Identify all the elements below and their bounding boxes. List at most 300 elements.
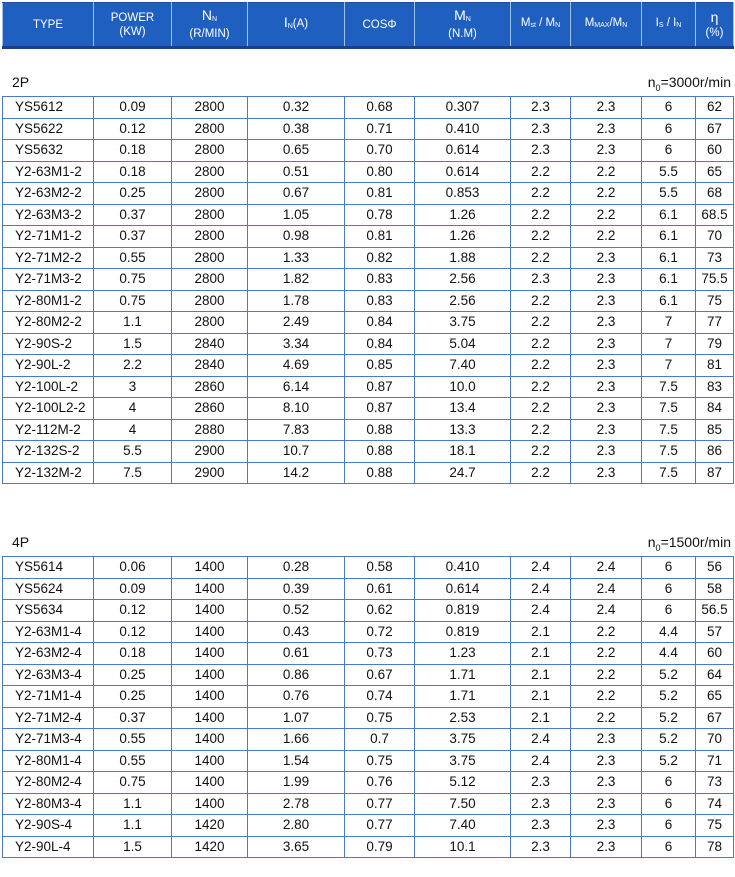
spec-value-cell: 0.75 bbox=[94, 772, 172, 794]
spec-value-cell: 0.18 bbox=[94, 161, 172, 183]
spec-value-cell: 10.0 bbox=[415, 376, 511, 398]
spec-value-cell: 7.5 bbox=[94, 462, 172, 484]
spec-value-cell: 64 bbox=[696, 664, 734, 686]
spec-value-cell: 2.1 bbox=[511, 707, 571, 729]
spec-value-cell: 1.1 bbox=[94, 793, 172, 815]
spec-value-cell: 2800 bbox=[172, 204, 248, 226]
spec-value-cell: 2.2 bbox=[511, 226, 571, 248]
spec-value-cell: 2.3 bbox=[571, 398, 642, 420]
spec-value-cell: 77 bbox=[696, 312, 734, 334]
spec-value-cell: 75 bbox=[696, 290, 734, 312]
spec-value-cell: 75 bbox=[696, 815, 734, 837]
spec-value-cell: 1400 bbox=[172, 750, 248, 772]
spec-table-header bbox=[2, 2, 734, 49]
spec-value-cell: 7.40 bbox=[415, 355, 511, 377]
spec-value-cell: 2.2 bbox=[511, 398, 571, 420]
motor-type-cell: Y2-63M1-2 bbox=[3, 161, 94, 183]
spec-value-cell: 2.3 bbox=[571, 333, 642, 355]
spec-value-cell: 2.3 bbox=[571, 772, 642, 794]
motor-type-cell: YS5614 bbox=[3, 557, 94, 579]
spec-value-cell: 2.3 bbox=[571, 247, 642, 269]
table-row bbox=[3, 247, 734, 269]
spec-value-cell: 2800 bbox=[172, 247, 248, 269]
col-starting-current-ratio: $I_S / I_N$ bbox=[642, 3, 696, 48]
spec-value-cell: 1400 bbox=[172, 664, 248, 686]
spec-value-cell: 2.4 bbox=[571, 600, 642, 622]
spec-value-cell: 2.3 bbox=[511, 118, 571, 140]
section-4p-label: 4P bbox=[12, 534, 30, 550]
motor-type-cell: Y2-132S-2 bbox=[3, 441, 94, 463]
col-efficiency: η (%) bbox=[696, 3, 734, 48]
spec-value-cell: 2.3 bbox=[511, 97, 571, 119]
spec-value-cell: 0.25 bbox=[94, 686, 172, 708]
spec-value-cell: 24.7 bbox=[415, 462, 511, 484]
spec-value-cell: 1400 bbox=[172, 686, 248, 708]
spec-value-cell: 2.3 bbox=[511, 140, 571, 162]
spec-value-cell: 2.3 bbox=[511, 772, 571, 794]
spec-value-cell: 2.3 bbox=[571, 269, 642, 291]
spec-value-cell: 18.1 bbox=[415, 441, 511, 463]
spec-value-cell: 65 bbox=[696, 161, 734, 183]
spec-value-cell: 5.5 bbox=[642, 161, 696, 183]
spec-value-cell: 0.25 bbox=[94, 664, 172, 686]
spec-value-cell: 1400 bbox=[172, 621, 248, 643]
spec-value-cell: 3.34 bbox=[248, 333, 345, 355]
spec-value-cell: 2800 bbox=[172, 118, 248, 140]
spec-value-cell: 0.87 bbox=[345, 398, 415, 420]
spec-value-cell: 2.56 bbox=[415, 290, 511, 312]
spec-value-cell: 1.66 bbox=[248, 729, 345, 751]
spec-value-cell: 5.5 bbox=[642, 183, 696, 205]
spec-value-cell: 13.3 bbox=[415, 419, 511, 441]
table-row bbox=[3, 772, 734, 794]
table-row bbox=[3, 290, 734, 312]
spec-value-cell: 0.76 bbox=[345, 772, 415, 794]
spec-value-cell: 2860 bbox=[172, 376, 248, 398]
table-row bbox=[3, 815, 734, 837]
spec-value-cell: 5.2 bbox=[642, 686, 696, 708]
table-row bbox=[3, 462, 734, 484]
spec-value-cell: 0.52 bbox=[248, 600, 345, 622]
spec-value-cell: 2.2 bbox=[571, 643, 642, 665]
spec-value-cell: 2.2 bbox=[571, 686, 642, 708]
spec-value-cell: 3.75 bbox=[415, 750, 511, 772]
spec-value-cell: 1.23 bbox=[415, 643, 511, 665]
motor-type-cell: Y2-100L-2 bbox=[3, 376, 94, 398]
spec-value-cell: 6 bbox=[642, 772, 696, 794]
spec-value-cell: 1400 bbox=[172, 729, 248, 751]
spec-value-cell: 2.56 bbox=[415, 269, 511, 291]
table-row bbox=[3, 97, 734, 119]
spec-value-cell: 7.83 bbox=[248, 419, 345, 441]
motor-type-cell: Y2-80M1-2 bbox=[3, 290, 94, 312]
spec-value-cell: 0.71 bbox=[345, 118, 415, 140]
spec-value-cell: 7.5 bbox=[642, 376, 696, 398]
spec-value-cell: 2800 bbox=[172, 183, 248, 205]
spec-value-cell: 7.5 bbox=[642, 441, 696, 463]
table-row bbox=[3, 269, 734, 291]
spec-value-cell: 0.78 bbox=[345, 204, 415, 226]
spec-value-cell: 0.98 bbox=[248, 226, 345, 248]
spec-value-cell: 7 bbox=[642, 312, 696, 334]
table-row bbox=[3, 557, 734, 579]
motor-type-cell: Y2-63M2-4 bbox=[3, 643, 94, 665]
spec-value-cell: 6 bbox=[642, 793, 696, 815]
spec-value-cell: 6.14 bbox=[248, 376, 345, 398]
motor-type-cell: YS5624 bbox=[3, 578, 94, 600]
motor-type-cell: Y2-132M-2 bbox=[3, 462, 94, 484]
spec-value-cell: 2.2 bbox=[511, 183, 571, 205]
spec-value-cell: 2.3 bbox=[571, 312, 642, 334]
spec-value-cell: 84 bbox=[696, 398, 734, 420]
spec-value-cell: 2.2 bbox=[571, 664, 642, 686]
spec-value-cell: 6 bbox=[642, 578, 696, 600]
spec-value-cell: 0.86 bbox=[248, 664, 345, 686]
spec-value-cell: 7.5 bbox=[642, 419, 696, 441]
spec-value-cell: 6 bbox=[642, 97, 696, 119]
spec-value-cell: 1.5 bbox=[94, 333, 172, 355]
spec-value-cell: 0.81 bbox=[345, 226, 415, 248]
spec-value-cell: 2.2 bbox=[571, 161, 642, 183]
table-row bbox=[3, 664, 734, 686]
spec-value-cell: 2.2 bbox=[571, 707, 642, 729]
motor-type-cell: Y2-63M1-4 bbox=[3, 621, 94, 643]
motor-type-cell: Y2-90L-4 bbox=[3, 836, 94, 858]
table-row bbox=[3, 204, 734, 226]
spec-value-cell: 2.3 bbox=[571, 376, 642, 398]
spec-value-cell: 1.82 bbox=[248, 269, 345, 291]
col-starting-torque-ratio: $M_{st} / M_N$ bbox=[511, 3, 571, 48]
spec-value-cell: 1.78 bbox=[248, 290, 345, 312]
spec-value-cell: 5.12 bbox=[415, 772, 511, 794]
spec-value-cell: 1400 bbox=[172, 707, 248, 729]
spec-value-cell: 0.70 bbox=[345, 140, 415, 162]
section-2p-speed: $n_0=3000r/\min$ bbox=[647, 74, 731, 93]
motor-type-cell: Y2-100L2-2 bbox=[3, 398, 94, 420]
spec-value-cell: 2.4 bbox=[511, 729, 571, 751]
motor-type-cell: Y2-71M3-2 bbox=[3, 269, 94, 291]
motor-type-cell: Y2-71M2-4 bbox=[3, 707, 94, 729]
spec-value-cell: 6.1 bbox=[642, 269, 696, 291]
spec-value-cell: 0.79 bbox=[345, 836, 415, 858]
spec-value-cell: 2.4 bbox=[511, 578, 571, 600]
spec-value-cell: 1.5 bbox=[94, 836, 172, 858]
spec-value-cell: 73 bbox=[696, 247, 734, 269]
spec-value-cell: 0.75 bbox=[94, 269, 172, 291]
motor-type-cell: Y2-63M3-2 bbox=[3, 204, 94, 226]
spec-value-cell: 14.2 bbox=[248, 462, 345, 484]
spec-value-cell: 0.09 bbox=[94, 578, 172, 600]
spec-value-cell: 6.1 bbox=[642, 247, 696, 269]
table-row bbox=[3, 643, 734, 665]
spec-value-cell: 2.3 bbox=[571, 419, 642, 441]
section-4p-speed: $n_0=1500r/\min$ bbox=[647, 534, 731, 553]
spec-value-cell: 2880 bbox=[172, 419, 248, 441]
spec-value-cell: 2.4 bbox=[511, 600, 571, 622]
spec-value-cell: 0.12 bbox=[94, 600, 172, 622]
spec-value-cell: 2.78 bbox=[248, 793, 345, 815]
table-row bbox=[3, 312, 734, 334]
spec-value-cell: 0.88 bbox=[345, 462, 415, 484]
spec-value-cell: 5.2 bbox=[642, 664, 696, 686]
spec-value-cell: 2.2 bbox=[511, 204, 571, 226]
spec-value-cell: 56.5 bbox=[696, 600, 734, 622]
section-2p-label: 2P bbox=[12, 74, 30, 90]
spec-value-cell: 1.88 bbox=[415, 247, 511, 269]
spec-value-cell: 75.5 bbox=[696, 269, 734, 291]
spec-value-cell: 0.55 bbox=[94, 247, 172, 269]
col-max-torque-ratio: $M_{MAX}/M_N$ bbox=[571, 3, 642, 48]
col-power-factor: COSΦ bbox=[345, 3, 415, 48]
spec-value-cell: 2900 bbox=[172, 441, 248, 463]
spec-value-cell: 65 bbox=[696, 686, 734, 708]
motor-type-cell: Y2-71M2-2 bbox=[3, 247, 94, 269]
spec-value-cell: 6.1 bbox=[642, 290, 696, 312]
spec-value-cell: 2.2 bbox=[571, 183, 642, 205]
spec-value-cell: 0.75 bbox=[94, 290, 172, 312]
spec-value-cell: 70 bbox=[696, 226, 734, 248]
spec-value-cell: 0.43 bbox=[248, 621, 345, 643]
spec-value-cell: 0.7 bbox=[345, 729, 415, 751]
spec-value-cell: 2840 bbox=[172, 333, 248, 355]
spec-value-cell: 1400 bbox=[172, 772, 248, 794]
spec-value-cell: 2860 bbox=[172, 398, 248, 420]
spec-value-cell: 13.4 bbox=[415, 398, 511, 420]
spec-value-cell: 2.2 bbox=[511, 462, 571, 484]
spec-value-cell: 1.26 bbox=[415, 226, 511, 248]
table-row bbox=[3, 183, 734, 205]
spec-value-cell: 0.12 bbox=[94, 621, 172, 643]
spec-value-cell: 0.85 bbox=[345, 355, 415, 377]
spec-value-cell: 2.3 bbox=[511, 793, 571, 815]
spec-value-cell: 6 bbox=[642, 557, 696, 579]
motor-type-cell: Y2-90L-2 bbox=[3, 355, 94, 377]
spec-value-cell: 87 bbox=[696, 462, 734, 484]
spec-value-cell: 4.4 bbox=[642, 643, 696, 665]
spec-value-cell: 2.1 bbox=[511, 621, 571, 643]
spec-value-cell: 2900 bbox=[172, 462, 248, 484]
motor-type-cell: Y2-80M3-4 bbox=[3, 793, 94, 815]
table-2p bbox=[2, 96, 734, 484]
motor-type-cell: Y2-90S-2 bbox=[3, 333, 94, 355]
spec-value-cell: 2.3 bbox=[571, 750, 642, 772]
spec-value-cell: 0.307 bbox=[415, 97, 511, 119]
spec-value-cell: 0.51 bbox=[248, 161, 345, 183]
spec-value-cell: 6.1 bbox=[642, 204, 696, 226]
spec-value-cell: 6 bbox=[642, 815, 696, 837]
spec-value-cell: 70 bbox=[696, 729, 734, 751]
motor-type-cell: Y2-80M2-4 bbox=[3, 772, 94, 794]
spec-value-cell: 2.2 bbox=[571, 621, 642, 643]
spec-value-cell: 60 bbox=[696, 643, 734, 665]
col-rated-current: $I_N(A)$ bbox=[248, 3, 345, 48]
spec-value-cell: 0.37 bbox=[94, 707, 172, 729]
spec-value-cell: 1.26 bbox=[415, 204, 511, 226]
spec-value-cell: 0.76 bbox=[248, 686, 345, 708]
spec-value-cell: 2.1 bbox=[511, 686, 571, 708]
spec-value-cell: 2.2 bbox=[511, 355, 571, 377]
spec-value-cell: 2.4 bbox=[571, 578, 642, 600]
spec-value-cell: 10.1 bbox=[415, 836, 511, 858]
spec-value-cell: 1420 bbox=[172, 836, 248, 858]
spec-value-cell: 2.2 bbox=[511, 247, 571, 269]
spec-value-cell: 0.410 bbox=[415, 118, 511, 140]
spec-value-cell: 5.04 bbox=[415, 333, 511, 355]
spec-value-cell: 56 bbox=[696, 557, 734, 579]
spec-value-cell: 0.25 bbox=[94, 183, 172, 205]
spec-value-cell: 0.68 bbox=[345, 97, 415, 119]
spec-value-cell: 68 bbox=[696, 183, 734, 205]
spec-value-cell: 2.3 bbox=[571, 729, 642, 751]
col-rated-torque: $M_N$ (N.M) bbox=[415, 3, 511, 48]
col-type: TYPE bbox=[3, 3, 94, 48]
spec-value-cell: 4 bbox=[94, 419, 172, 441]
spec-value-cell: 2800 bbox=[172, 97, 248, 119]
table-row bbox=[3, 333, 734, 355]
table-row bbox=[3, 836, 734, 858]
spec-value-cell: 83 bbox=[696, 376, 734, 398]
spec-value-cell: 0.84 bbox=[345, 333, 415, 355]
spec-value-cell: 2.3 bbox=[511, 836, 571, 858]
spec-value-cell: 6 bbox=[642, 600, 696, 622]
motor-type-cell: Y2-112M-2 bbox=[3, 419, 94, 441]
spec-value-cell: 2.1 bbox=[511, 643, 571, 665]
spec-value-cell: 5.2 bbox=[642, 707, 696, 729]
spec-value-cell: 0.18 bbox=[94, 643, 172, 665]
spec-value-cell: 0.77 bbox=[345, 815, 415, 837]
motor-type-cell: YS5634 bbox=[3, 600, 94, 622]
col-power: POWER (KW) bbox=[94, 3, 172, 48]
spec-value-cell: 2.3 bbox=[511, 815, 571, 837]
spec-value-cell: 2.3 bbox=[571, 355, 642, 377]
spec-value-cell: 2.2 bbox=[94, 355, 172, 377]
spec-value-cell: 2800 bbox=[172, 161, 248, 183]
spec-value-cell: 1.71 bbox=[415, 686, 511, 708]
spec-value-cell: 81 bbox=[696, 355, 734, 377]
spec-value-cell: 1400 bbox=[172, 578, 248, 600]
table-row bbox=[3, 161, 734, 183]
motor-type-cell: YS5622 bbox=[3, 118, 94, 140]
spec-value-cell: 0.83 bbox=[345, 290, 415, 312]
spec-value-cell: 3 bbox=[94, 376, 172, 398]
spec-value-cell: 6 bbox=[642, 140, 696, 162]
spec-value-cell: 2.80 bbox=[248, 815, 345, 837]
motor-type-cell: Y2-90S-4 bbox=[3, 815, 94, 837]
spec-value-cell: 2.3 bbox=[571, 290, 642, 312]
spec-value-cell: 2.1 bbox=[511, 664, 571, 686]
spec-value-cell: 2.4 bbox=[511, 750, 571, 772]
spec-value-cell: 71 bbox=[696, 750, 734, 772]
spec-value-cell: 0.65 bbox=[248, 140, 345, 162]
motor-type-cell: YS5632 bbox=[3, 140, 94, 162]
spec-value-cell: 2.2 bbox=[511, 290, 571, 312]
spec-value-cell: 1.54 bbox=[248, 750, 345, 772]
spec-value-cell: 60 bbox=[696, 140, 734, 162]
spec-value-cell: 74 bbox=[696, 793, 734, 815]
spec-value-cell: 1400 bbox=[172, 557, 248, 579]
table-row bbox=[3, 793, 734, 815]
spec-value-cell: 0.55 bbox=[94, 729, 172, 751]
spec-value-cell: 2800 bbox=[172, 312, 248, 334]
spec-value-cell: 4.4 bbox=[642, 621, 696, 643]
spec-value-cell: 85 bbox=[696, 419, 734, 441]
table-row bbox=[3, 355, 734, 377]
spec-value-cell: 0.72 bbox=[345, 621, 415, 643]
motor-type-cell: YS5612 bbox=[3, 97, 94, 119]
spec-value-cell: 0.77 bbox=[345, 793, 415, 815]
table-row bbox=[3, 398, 734, 420]
spec-value-cell: 1.99 bbox=[248, 772, 345, 794]
table-4p bbox=[2, 556, 734, 858]
motor-type-cell: Y2-80M1-4 bbox=[3, 750, 94, 772]
spec-value-cell: 0.12 bbox=[94, 118, 172, 140]
table-row bbox=[3, 729, 734, 751]
table-row bbox=[3, 140, 734, 162]
spec-value-cell: 7 bbox=[642, 355, 696, 377]
spec-value-cell: 2.3 bbox=[571, 441, 642, 463]
spec-value-cell: 6 bbox=[642, 836, 696, 858]
spec-value-cell: 6 bbox=[642, 118, 696, 140]
spec-value-cell: 0.37 bbox=[94, 204, 172, 226]
spec-value-cell: 2800 bbox=[172, 140, 248, 162]
spec-value-cell: 2.53 bbox=[415, 707, 511, 729]
spec-value-cell: 0.58 bbox=[345, 557, 415, 579]
spec-value-cell: 2800 bbox=[172, 269, 248, 291]
spec-value-cell: 0.55 bbox=[94, 750, 172, 772]
spec-value-cell: 4.69 bbox=[248, 355, 345, 377]
spec-value-cell: 0.73 bbox=[345, 643, 415, 665]
spec-value-cell: 8.10 bbox=[248, 398, 345, 420]
spec-value-cell: 2800 bbox=[172, 290, 248, 312]
spec-value-cell: 2.2 bbox=[511, 312, 571, 334]
spec-value-cell: 1400 bbox=[172, 600, 248, 622]
spec-value-cell: 7.5 bbox=[642, 462, 696, 484]
table-row bbox=[3, 441, 734, 463]
table-row bbox=[3, 707, 734, 729]
spec-value-cell: 5.2 bbox=[642, 750, 696, 772]
spec-value-cell: 2.2 bbox=[511, 441, 571, 463]
spec-value-cell: 1400 bbox=[172, 643, 248, 665]
spec-value-cell: 2840 bbox=[172, 355, 248, 377]
spec-value-cell: 0.75 bbox=[345, 707, 415, 729]
spec-value-cell: 3.75 bbox=[415, 312, 511, 334]
spec-value-cell: 0.614 bbox=[415, 578, 511, 600]
spec-value-cell: 79 bbox=[696, 333, 734, 355]
spec-value-cell: 67 bbox=[696, 707, 734, 729]
spec-value-cell: 0.61 bbox=[345, 578, 415, 600]
spec-value-cell: 2.3 bbox=[511, 269, 571, 291]
spec-value-cell: 0.61 bbox=[248, 643, 345, 665]
spec-value-cell: 0.67 bbox=[345, 664, 415, 686]
spec-value-cell: 0.819 bbox=[415, 600, 511, 622]
spec-value-cell: 2.4 bbox=[571, 557, 642, 579]
spec-value-cell: 1.05 bbox=[248, 204, 345, 226]
spec-value-cell: 0.410 bbox=[415, 557, 511, 579]
motor-type-cell: Y2-80M2-2 bbox=[3, 312, 94, 334]
spec-value-cell: 0.32 bbox=[248, 97, 345, 119]
spec-value-cell: 7.5 bbox=[642, 398, 696, 420]
motor-type-cell: Y2-71M3-4 bbox=[3, 729, 94, 751]
spec-value-cell: 57 bbox=[696, 621, 734, 643]
spec-value-cell: 2.3 bbox=[571, 836, 642, 858]
spec-value-cell: 1.1 bbox=[94, 815, 172, 837]
spec-value-cell: 0.614 bbox=[415, 161, 511, 183]
spec-value-cell: 1.33 bbox=[248, 247, 345, 269]
spec-value-cell: 58 bbox=[696, 578, 734, 600]
spec-value-cell: 0.88 bbox=[345, 419, 415, 441]
motor-type-cell: Y2-71M1-2 bbox=[3, 226, 94, 248]
spec-value-cell: 78 bbox=[696, 836, 734, 858]
